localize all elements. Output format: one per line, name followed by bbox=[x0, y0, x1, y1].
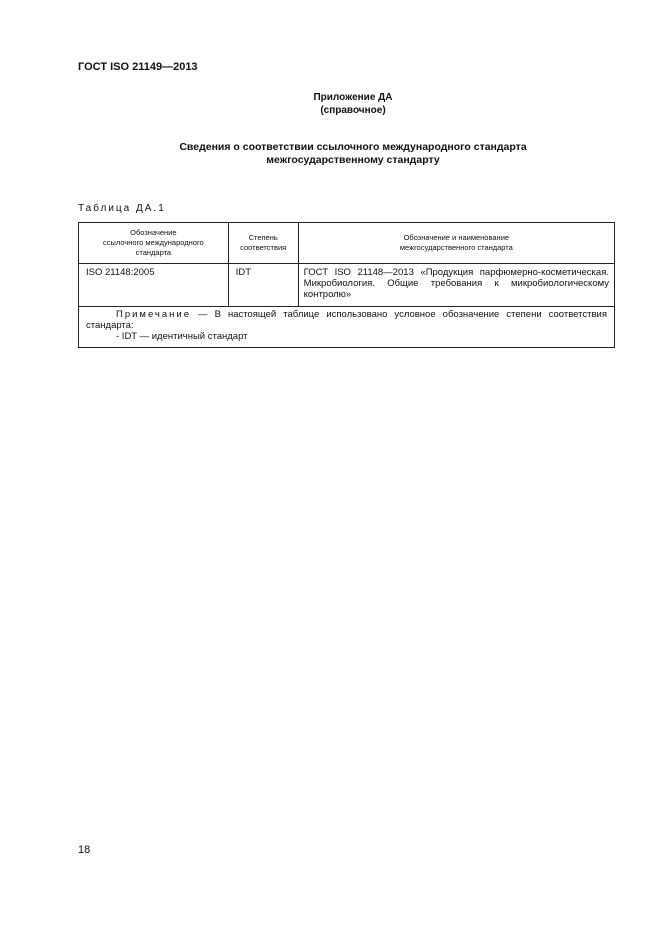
header-col2-line1: Степень bbox=[248, 233, 278, 242]
header-col1-line3: стандарта bbox=[135, 248, 172, 257]
annex-subtitle: (справочное) bbox=[320, 105, 386, 116]
note-label: Примечание bbox=[116, 309, 191, 320]
document-code: ГОСТ ISO 21149—2013 bbox=[78, 61, 198, 73]
header-degree bbox=[228, 223, 298, 264]
header-col2-line2: соответствия bbox=[240, 243, 287, 252]
note-body: — В настоящей таблице использовано условное обозначение степени соответствия стандарта: bbox=[86, 309, 607, 331]
annex-title: Приложение ДА bbox=[313, 92, 393, 103]
table-caption: Таблица ДА.1 bbox=[78, 203, 166, 214]
note-item: - IDT — идентичный стандарт bbox=[116, 331, 248, 342]
table-header-row bbox=[79, 223, 615, 264]
cell-designation: ГОСТ ISO 21148—2013 «Продукция парфюмерно-косметическая. Микробиология. Общие требования к микробиологическому контролю» bbox=[298, 264, 614, 307]
section-title-line2: межгосударственному стандарту bbox=[266, 154, 440, 166]
page-number: 18 bbox=[78, 844, 91, 856]
header-interstate-standard bbox=[298, 223, 614, 264]
section-title-line1: Сведения о соответствии ссылочного международного стандарта bbox=[179, 141, 527, 153]
header-col3-line2: межгосударственного стандарта bbox=[399, 243, 513, 252]
cell-degree: IDT bbox=[228, 264, 298, 307]
header-col3-line1: Обозначение и наименование bbox=[403, 233, 510, 242]
note-text bbox=[86, 309, 607, 331]
header-col1-line1: Обозначение bbox=[130, 228, 177, 237]
annex-heading bbox=[78, 91, 628, 117]
table-row bbox=[79, 264, 615, 307]
table-note-row bbox=[79, 307, 615, 348]
section-title bbox=[78, 141, 628, 167]
header-col1-line2: ссылочного международного bbox=[103, 238, 204, 247]
table-note bbox=[79, 307, 615, 348]
header-reference-standard bbox=[79, 223, 229, 264]
correspondence-table bbox=[78, 222, 615, 348]
cell-reference: ISO 21148:2005 bbox=[79, 264, 229, 307]
